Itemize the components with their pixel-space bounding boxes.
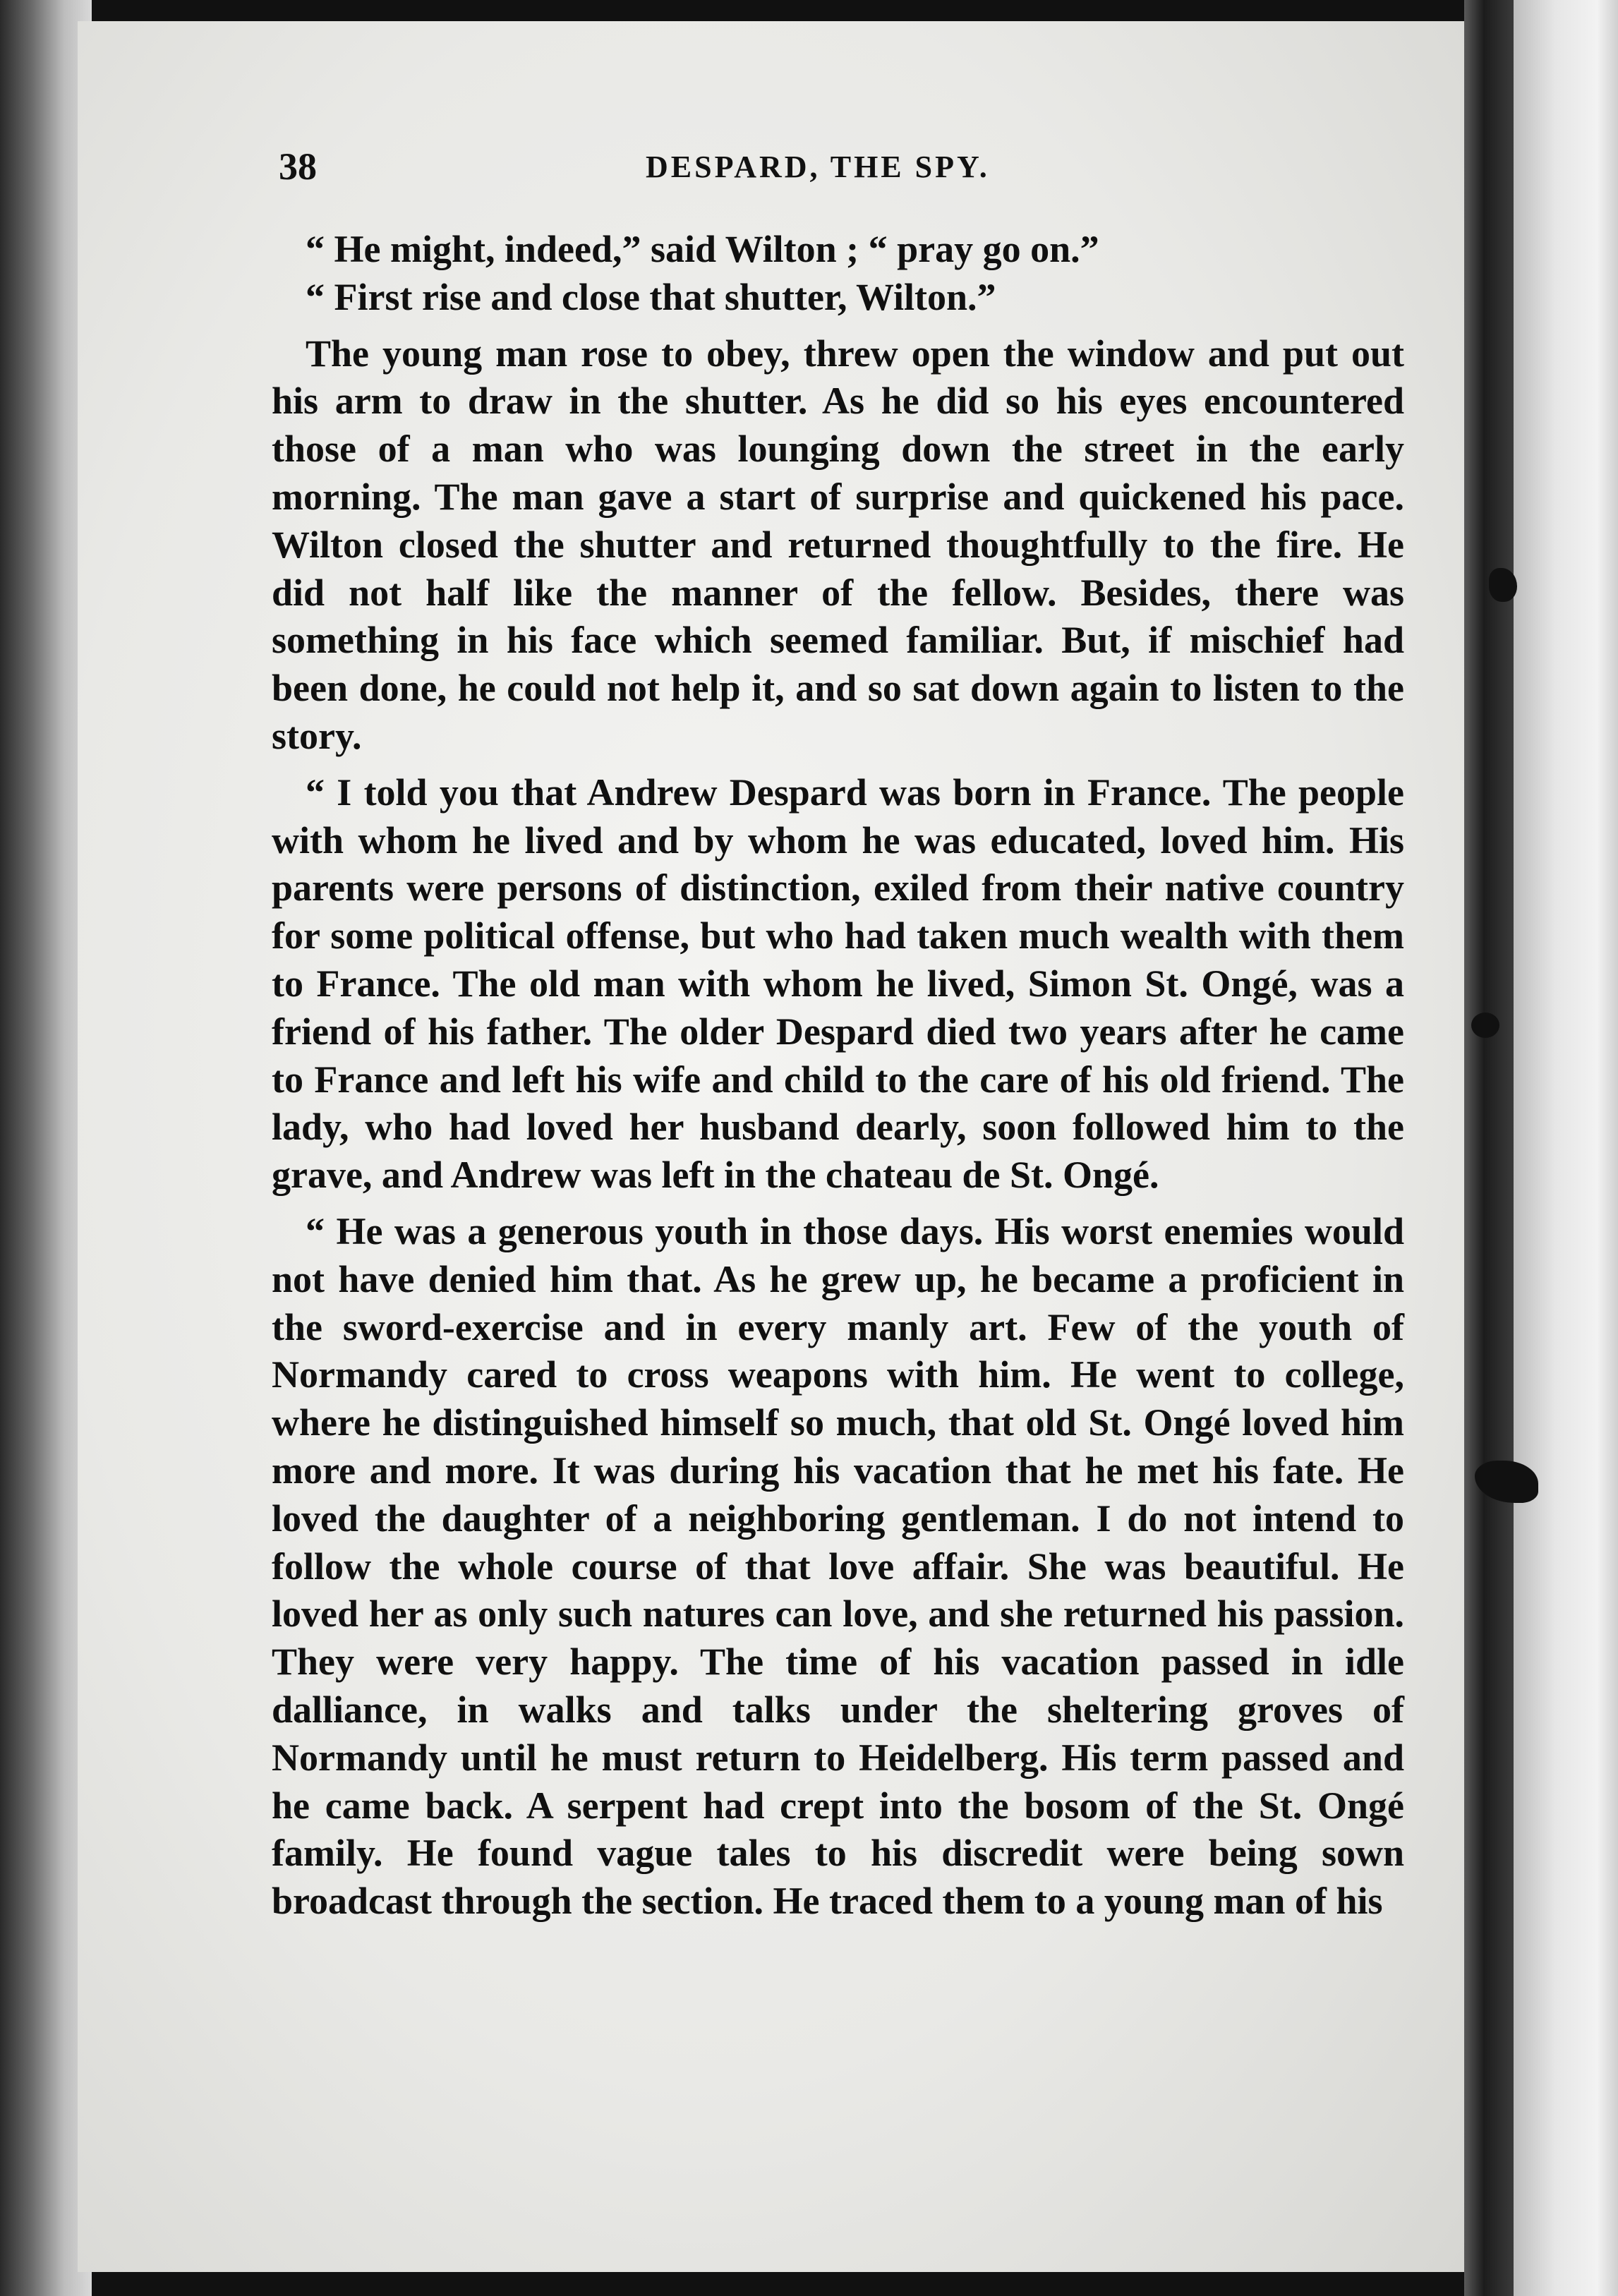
body-text [272, 226, 1404, 1926]
running-title: DESPARD, THE SPY. [646, 150, 990, 184]
paragraph: “ He might, indeed,” said Wilton ; “ pray go on.” [306, 228, 1099, 270]
paragraph: “ I told you that Andrew Despard was born in France. The people with whom he lived and by whom he was educated, loved him. His parents were persons of distinction, exiled from their native country for some political offense, but who had taken much wealth with them to France. The old man with whom he lived, Simon St. Ongé, was a friend of his father. The older Despard died two years after he came to France and left his wife and child to the care of his old friend. The lady, who had loved her husband dearly, soon followed him to the grave, and Andrew was left in the chateau de St. Ongé. [272, 771, 1404, 1197]
page-fore-edge [1464, 0, 1514, 2296]
page-header [279, 145, 1408, 187]
paragraph: “ He was a generous youth in those days. His worst enemies would not have denied him that. As he grew up, he became a proficient in the sword-exercise and in every manly art. Few of the youth of Normandy cared to cross weapons with him. He went to college, where he distinguished himself so much, that old St. Ongé loved him more and more. It was during his vacation that he met his fate. He loved the daughter of a neighboring gentleman. I do not intend to follow the whole course of that love affair. She was beautiful. He loved her as only such natures can love, and she returned his passion. They were very happy. The time of his vacation passed in idle dalliance, in walks and talks under the sheltering groves of Normandy until he must return to Heidelberg. His term passed and he came back. A serpent had crept into the bosom of the St. Ongé family. He found vague tales to his discredit were being sown broadcast through the section. He traced them to a young man of his [272, 1209, 1404, 1923]
paragraph: The young man rose to obey, threw open the window and put out his arm to draw in the shutter. As he did so his eyes encountered those of a man who was lounging down the street in the early morning. The man gave a start of surprise and quickened his pace. Wilton closed the shutter and returned thoughtfully to the fire. He did not half like the manner of the fellow. Besides, there was something in his face which seemed familiar. But, if mischief had been done, he could not help it, and so sat down again to listen to the story. [272, 332, 1404, 757]
adjacent-page-edge [1514, 0, 1618, 2296]
page-number: 38 [279, 145, 317, 188]
paragraph: “ First rise and close that shutter, Wilton.” [306, 275, 996, 318]
